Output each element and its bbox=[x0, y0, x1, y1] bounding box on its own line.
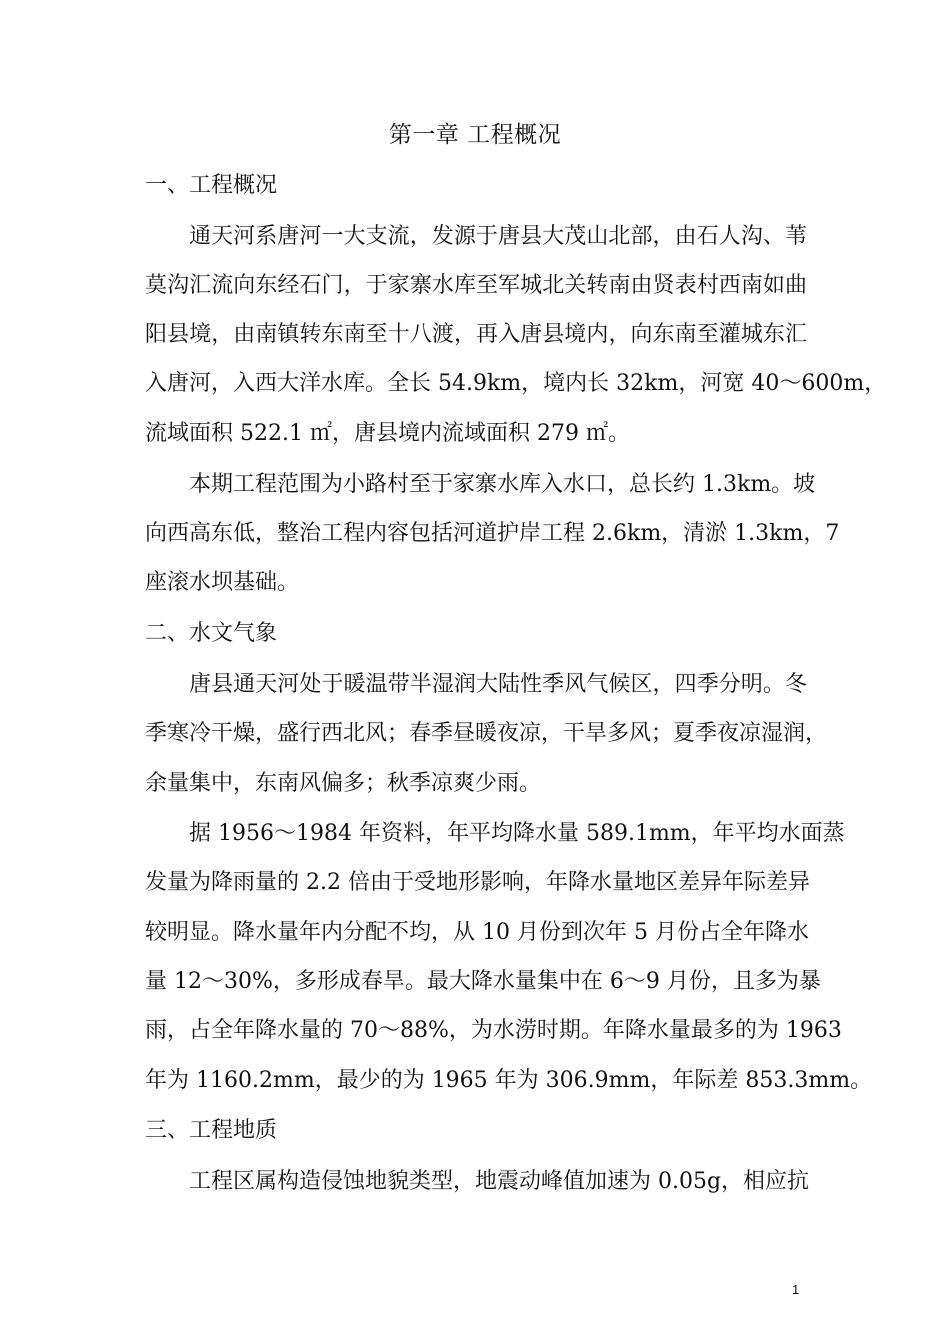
paragraph-line: 季寒冷干燥，盛行西北风；春季昼暖夜凉，干旱多风；夏季夜凉湿润， bbox=[145, 721, 828, 746]
paragraph-line: 据 1956～1984 年资料，年平均降水量 589.1mm，年平均水面蒸 bbox=[189, 821, 845, 846]
paragraph-line: 莫沟汇流向东经石门，于家寨水库至军城北关转南由贤表村西南如曲 bbox=[145, 273, 807, 298]
paragraph-line: 雨，占全年降水量的 70～88%，为水涝时期。年降水量最多的为 1963 bbox=[145, 1018, 842, 1043]
paragraph-line: 工程区属构造侵蚀地貌类型，地震动峰值加速为 0.05g，相应抗 bbox=[189, 1169, 810, 1194]
paragraph-line: 流域面积 522.1 ㎡，唐县境内流域面积 279 ㎡。 bbox=[145, 421, 630, 446]
paragraph-line: 发量为降雨量的 2.2 倍由于受地形影响，年降水量地区差异年际差异 bbox=[145, 870, 810, 895]
paragraph-line: 唐县通天河处于暖温带半湿润大陆性季风气候区，四季分明。冬 bbox=[189, 672, 807, 697]
page-number: 1 bbox=[792, 1282, 800, 1297]
paragraph-line: 通天河系唐河一大支流，发源于唐县大茂山北部，由石人沟、苇 bbox=[189, 224, 807, 249]
section-heading: 二、水文气象 bbox=[145, 621, 278, 646]
paragraph-line: 较明显。降水量年内分配不均，从 10 月份到次年 5 月份占全年降水 bbox=[145, 920, 809, 945]
paragraph-line: 向西高东低，整治工程内容包括河道护岸工程 2.6km，清淤 1.3km，7 bbox=[145, 521, 840, 546]
section-heading: 一、工程概况 bbox=[145, 173, 278, 198]
paragraph-line: 本期工程范围为小路村至于家寨水库入水口，总长约 1.3km。坡 bbox=[189, 472, 816, 497]
chapter-title: 第一章 工程概况 bbox=[388, 122, 562, 148]
paragraph-line: 量 12～30%，多形成春旱。最大降水量集中在 6～9 月份，且多为暴 bbox=[145, 969, 821, 994]
paragraph-line: 座滚水坝基础。 bbox=[145, 570, 300, 595]
paragraph-line: 年为 1160.2mm，最少的为 1965 年为 306.9mm，年际差 853.3mm。 bbox=[145, 1068, 873, 1093]
paragraph-line: 阳县境，由南镇转东南至十八渡，再入唐县境内，向东南至灌城东汇 bbox=[145, 322, 807, 347]
paragraph-line: 余量集中，东南风偏多；秋季凉爽少雨。 bbox=[145, 771, 542, 796]
paragraph-line: 入唐河，入西大洋水库。全长 54.9km，境内长 32km，河宽 40～600m， bbox=[145, 371, 887, 396]
section-heading: 三、工程地质 bbox=[145, 1118, 278, 1143]
